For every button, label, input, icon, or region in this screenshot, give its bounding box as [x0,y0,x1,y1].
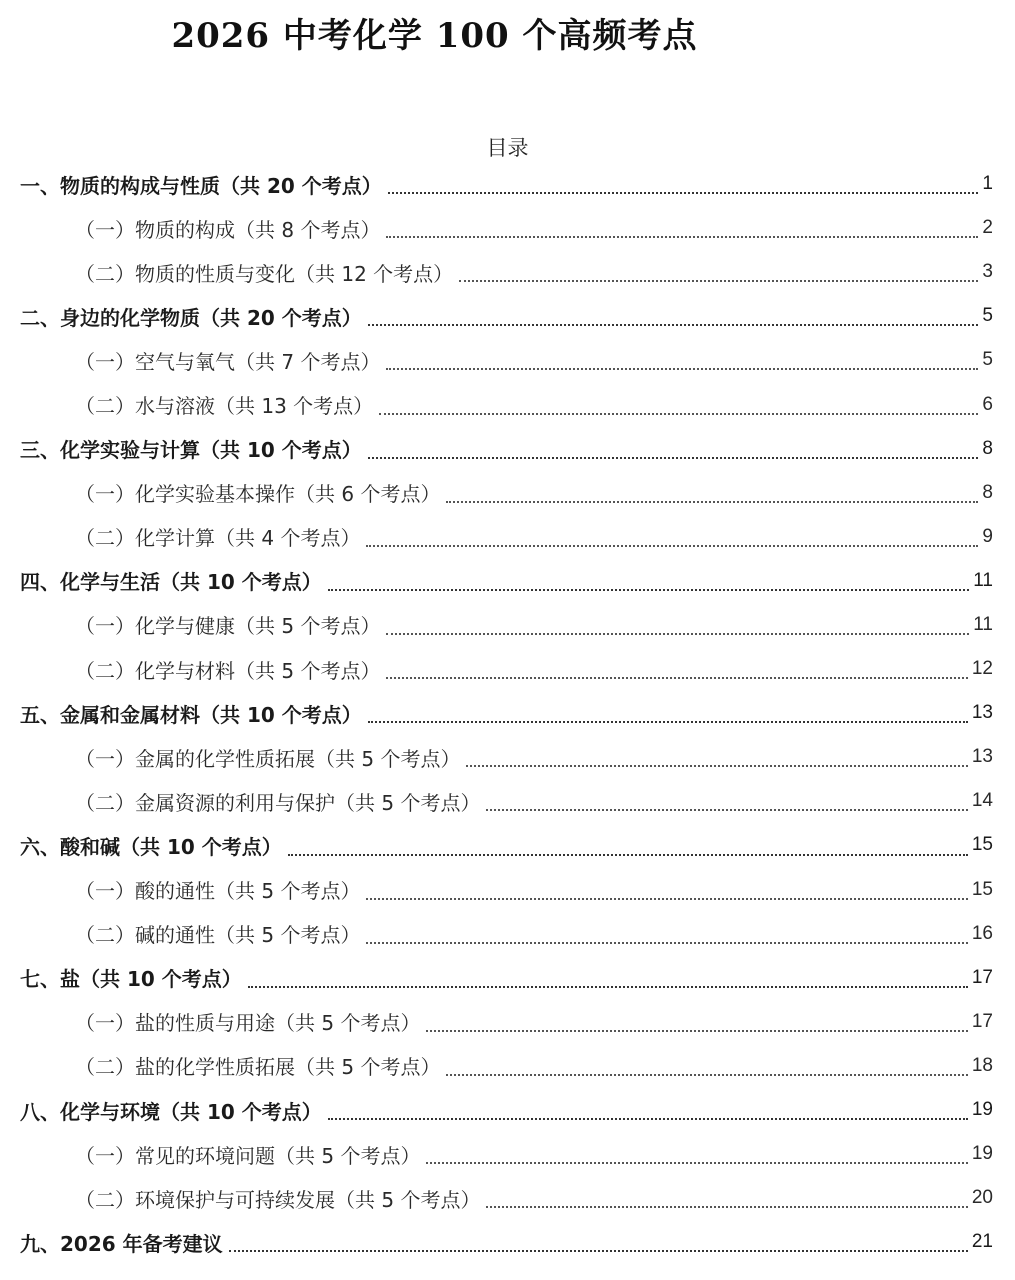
toc-page-number: 2 [982,217,993,239]
toc-entry-label: 五、金属和金属材料（共 10 个考点） [20,702,362,727]
toc-page-number: 9 [982,525,993,547]
toc-entry-label: （一）金属的化学性质拓展（共 5 个考点） [75,746,461,771]
dot-leader [386,633,969,635]
toc-entry-label: （一）物质的构成（共 8 个考点） [75,217,381,242]
dot-leader [386,368,978,370]
toc-page-number: 18 [971,1054,993,1076]
toc-page-number: 16 [971,922,993,944]
toc-page-number: 19 [971,1099,993,1121]
toc-entry-label: （二）碱的通性（共 5 个考点） [75,923,361,948]
toc-entry-label: （二）化学与材料（共 5 个考点） [75,658,381,683]
toc-section-entry[interactable] [0,382,1015,426]
document-title: 2026 中考化学 100 个高频考点 [171,16,698,56]
dot-leader [248,986,968,988]
toc-entry-label: （二）化学计算（共 4 个考点） [75,526,361,551]
dot-leader [368,324,979,326]
toc-entry-label: 三、化学实验与计算（共 10 个考点） [20,438,362,463]
toc-chapter-entry[interactable] [0,559,1015,603]
toc-page-number: 12 [971,658,993,680]
toc-page-number: 11 [973,569,993,591]
toc-page-number: 8 [982,437,993,459]
toc-section-entry[interactable] [0,250,1015,294]
toc-section-entry[interactable] [0,1176,1015,1220]
toc-page-number: 5 [982,349,993,371]
dot-leader [366,942,967,944]
toc-page-number: 1 [982,173,993,195]
toc-section-entry[interactable] [0,603,1015,647]
toc-entry-label: 八、化学与环境（共 10 个考点） [20,1099,322,1124]
toc-entry-label: （一）化学与健康（共 5 个考点） [75,614,381,639]
toc-entry-label: （一）常见的环境问题（共 5 个考点） [75,1143,421,1168]
toc-page-number: 5 [982,305,993,327]
toc-chapter-entry[interactable] [0,294,1015,338]
toc-entry-label: （二）金属资源的利用与保护（共 5 个考点） [75,790,481,815]
dot-leader [426,1030,967,1032]
toc-section-entry[interactable] [0,1132,1015,1176]
toc-entry-label: 六、酸和碱（共 10 个考点） [20,834,282,859]
toc-entry-label: 一、物质的构成与性质（共 20 个考点） [20,173,382,198]
toc-page-number: 3 [982,261,993,283]
toc-page-number: 13 [971,702,993,724]
dot-leader [446,1074,967,1076]
toc-page-number: 8 [982,481,993,503]
toc-page-number: 11 [973,613,993,635]
dot-leader [229,1250,968,1252]
toc-chapter-entry[interactable] [0,162,1015,206]
toc-section-entry[interactable] [0,735,1015,779]
toc-page-number: 21 [971,1231,993,1253]
toc-chapter-entry[interactable] [0,1220,1015,1264]
toc-entry-label: （二）盐的化学性质拓展（共 5 个考点） [75,1055,441,1080]
toc-page-number: 15 [971,834,993,856]
toc-entry-label: （二）物质的性质与变化（共 12 个考点） [75,261,454,286]
dot-leader [328,589,970,591]
toc-heading: 目录 [486,136,529,160]
dot-leader [426,1162,967,1164]
dot-leader [368,457,979,459]
toc-entry-label: 二、身边的化学物质（共 20 个考点） [20,305,362,330]
toc-page-number: 20 [971,1187,993,1209]
toc-section-entry[interactable] [0,338,1015,382]
toc-entry-label: （一）盐的性质与用途（共 5 个考点） [75,1011,421,1036]
toc-section-entry[interactable] [0,912,1015,956]
toc-entry-label: 七、盐（共 10 个考点） [20,967,242,992]
toc-entry-label: （一）化学实验基本操作（共 6 个考点） [75,482,441,507]
toc-entry-label: （一）酸的通性（共 5 个考点） [75,879,361,904]
toc-chapter-entry[interactable] [0,823,1015,867]
dot-leader [366,545,978,547]
toc-entry-label: 九、2026 年备考建议 [20,1231,223,1256]
toc-page-number: 17 [971,966,993,988]
toc-section-entry[interactable] [0,206,1015,250]
toc-section-entry[interactable] [0,647,1015,691]
toc-entry-label: （二）水与溶液（共 13 个考点） [75,394,374,419]
toc-page-number: 15 [971,878,993,900]
dot-leader [446,501,978,503]
toc-page-number: 17 [971,1010,993,1032]
toc-section-entry[interactable] [0,515,1015,559]
toc-section-entry[interactable] [0,868,1015,912]
toc-chapter-entry[interactable] [0,1088,1015,1132]
dot-leader [466,765,967,767]
toc-entry-label: 四、化学与生活（共 10 个考点） [20,570,322,595]
dot-leader [386,236,978,238]
toc-section-entry[interactable] [0,779,1015,823]
toc-section-entry[interactable] [0,1000,1015,1044]
toc-page-number: 14 [971,790,993,812]
toc-page-number: 19 [971,1143,993,1165]
table-of-contents [0,162,1015,1264]
dot-leader [486,809,967,811]
toc-section-entry[interactable] [0,1044,1015,1088]
toc-chapter-entry[interactable] [0,427,1015,471]
toc-section-entry[interactable] [0,471,1015,515]
toc-page-number: 6 [982,393,993,415]
toc-entry-label: （二）环境保护与可持续发展（共 5 个考点） [75,1187,481,1212]
toc-page-number: 13 [971,746,993,768]
toc-chapter-entry[interactable] [0,956,1015,1000]
dot-leader [366,898,967,900]
dot-leader [328,1118,968,1120]
dot-leader [368,721,968,723]
toc-chapter-entry[interactable] [0,691,1015,735]
dot-leader [459,280,978,282]
toc-entry-label: （一）空气与氧气（共 7 个考点） [75,349,381,374]
dot-leader [486,1206,967,1208]
dot-leader [386,677,967,679]
dot-leader [288,854,968,856]
dot-leader [388,192,979,194]
dot-leader [379,413,978,415]
